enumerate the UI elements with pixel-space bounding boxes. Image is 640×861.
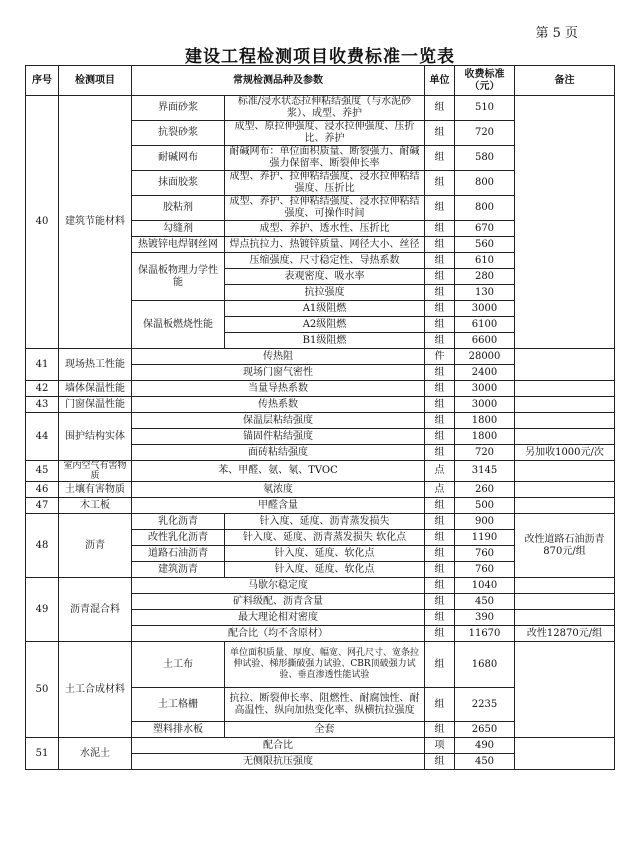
- row-item: 室内空气有害物质: [59, 461, 132, 482]
- note-cell: [515, 381, 615, 397]
- param-cell: 标准/浸水状态拉伸粘结强度（与水泥砂浆）、成型、养护: [225, 96, 425, 121]
- fee-cell: 560: [455, 237, 515, 253]
- table-row: [26, 642, 615, 688]
- unit-cell: 组: [425, 269, 455, 285]
- note-cell: [515, 482, 615, 498]
- unit-cell: 组: [425, 317, 455, 333]
- unit-cell: 组: [425, 196, 455, 221]
- param-cell: 无侧限抗压强度: [132, 754, 425, 770]
- param-cell: 传热阻: [132, 349, 425, 365]
- unit-cell: 组: [425, 530, 455, 546]
- unit-cell: 组: [425, 498, 455, 514]
- param-cell: 现场门窗气密性: [132, 365, 425, 381]
- fee-cell: 1040: [455, 578, 515, 594]
- table-row: [26, 738, 615, 754]
- unit-cell: 组: [425, 626, 455, 642]
- sub-item: 热镀锌电焊钢丝网: [132, 237, 225, 253]
- row-item: 土工合成材料: [59, 642, 132, 738]
- note-cell: 另加收1000元/次: [515, 445, 615, 461]
- unit-cell: 组: [425, 171, 455, 196]
- fee-cell: 450: [455, 594, 515, 610]
- param-cell: 锚固件粘结强度: [132, 429, 425, 445]
- sub-item: 乳化沥青: [132, 514, 225, 530]
- row-no: 47: [26, 498, 59, 514]
- sub-item: 保温板物理力学性能: [132, 253, 225, 301]
- unit-cell: 组: [425, 221, 455, 237]
- row-no: 48: [26, 514, 59, 578]
- fee-cell: 11670: [455, 626, 515, 642]
- note-cell: [515, 642, 615, 738]
- unit-cell: 组: [425, 722, 455, 738]
- note-cell: [515, 594, 615, 610]
- fee-cell: 280: [455, 269, 515, 285]
- param-cell: 针入度、延度、软化点: [225, 546, 425, 562]
- header-item: 检测项目: [59, 66, 132, 96]
- unit-cell: 组: [425, 642, 455, 688]
- table-header-row: [26, 66, 615, 96]
- row-no: 43: [26, 397, 59, 413]
- header-params: 常规检测品种及参数: [132, 66, 425, 96]
- sub-item: 勾缝剂: [132, 221, 225, 237]
- sub-item: 土工布: [132, 642, 225, 688]
- unit-cell: 组: [425, 445, 455, 461]
- unit-cell: 点: [425, 461, 455, 482]
- fee-cell: 260: [455, 482, 515, 498]
- fee-cell: 900: [455, 514, 515, 530]
- fee-cell: 3000: [455, 381, 515, 397]
- param-cell: 矿料级配、沥青含量: [132, 594, 425, 610]
- param-cell: 压缩强度、尺寸稳定性、导热系数: [225, 253, 425, 269]
- fee-cell: 6100: [455, 317, 515, 333]
- unit-cell: 组: [425, 237, 455, 253]
- row-item: 木工板: [59, 498, 132, 514]
- note-cell: [515, 413, 615, 429]
- page-title: 建设工程检测项目收费标准一览表: [185, 47, 455, 67]
- param-cell: A1级阻燃: [225, 301, 425, 317]
- param-cell: 全套: [225, 722, 425, 738]
- header-fee: 收费标准（元）: [455, 66, 515, 96]
- param-cell: 针入度、延度、软化点: [225, 562, 425, 578]
- table-row: [26, 96, 615, 121]
- param-cell: 配合比（均不含原材）: [132, 626, 425, 642]
- param-cell: 当量导热系数: [132, 381, 425, 397]
- param-cell: 甲醛含量: [132, 498, 425, 514]
- note-cell: [515, 429, 615, 445]
- row-item: 沥青混合料: [59, 578, 132, 642]
- note-cell: [515, 498, 615, 514]
- row-no: 50: [26, 642, 59, 738]
- fee-cell: 760: [455, 562, 515, 578]
- param-cell: 最大理论相对密度: [132, 610, 425, 626]
- table-row: [26, 514, 615, 530]
- unit-cell: 组: [425, 301, 455, 317]
- row-no: 49: [26, 578, 59, 642]
- param-cell: 耐碱网布：单位面积质量、断裂强力、耐碱强力保留率、断裂伸长率: [225, 146, 425, 171]
- fee-cell: 2650: [455, 722, 515, 738]
- unit-cell: 项: [425, 738, 455, 754]
- fee-cell: 390: [455, 610, 515, 626]
- page-number: 第 5 页: [535, 26, 578, 41]
- row-no: 46: [26, 482, 59, 498]
- sub-item: 耐碱网布: [132, 146, 225, 171]
- note-cell: 改性道路石油沥青870元/组: [515, 514, 615, 578]
- unit-cell: 组: [425, 365, 455, 381]
- param-cell: 马歇尔稳定度: [132, 578, 425, 594]
- param-cell: 传热系数: [132, 397, 425, 413]
- row-item: 围护结构实体: [59, 413, 132, 461]
- param-cell: 焊点抗拉力、热镀锌质量、网径大小、丝径: [225, 237, 425, 253]
- fee-cell: 1800: [455, 413, 515, 429]
- unit-cell: 组: [425, 381, 455, 397]
- sub-item: 改性乳化沥青: [132, 530, 225, 546]
- row-item: 门窗保温性能: [59, 397, 132, 413]
- param-cell: 保温层粘结强度: [132, 413, 425, 429]
- unit-cell: 组: [425, 413, 455, 429]
- sub-item: 道路石油沥青: [132, 546, 225, 562]
- unit-cell: 组: [425, 253, 455, 269]
- row-item: 墙体保温性能: [59, 381, 132, 397]
- row-item: 水泥土: [59, 738, 132, 770]
- sub-item: 保温板燃烧性能: [132, 301, 225, 349]
- table-row: [26, 349, 615, 365]
- header-unit: 单位: [425, 66, 455, 96]
- note-cell: [515, 397, 615, 413]
- note-cell: [515, 349, 615, 381]
- row-no: 45: [26, 461, 59, 482]
- sub-item: 建筑沥青: [132, 562, 225, 578]
- fee-cell: 490: [455, 738, 515, 754]
- header-no: 序号: [26, 66, 59, 96]
- fee-cell: 500: [455, 498, 515, 514]
- fee-cell: 760: [455, 546, 515, 562]
- unit-cell: 组: [425, 610, 455, 626]
- sub-item: 抹面胶浆: [132, 171, 225, 196]
- row-item: 建筑节能材料: [59, 96, 132, 349]
- param-cell: 成型、养护、拉伸粘结强度、浸水拉伸粘结强度、可操作时间: [225, 196, 425, 221]
- table-row: [26, 578, 615, 594]
- table-row: [26, 498, 615, 514]
- unit-cell: 组: [425, 562, 455, 578]
- row-item: 现场热工性能: [59, 349, 132, 381]
- note-cell: [515, 578, 615, 594]
- param-cell: 抗拉、断裂伸长率、阻燃性、耐腐蚀性、耐高温性、纵向加热变化率、纵横抗拉强度: [225, 688, 425, 722]
- param-cell: A2级阻燃: [225, 317, 425, 333]
- unit-cell: 组: [425, 546, 455, 562]
- row-item: 沥青: [59, 514, 132, 578]
- param-cell: 面砖粘结强度: [132, 445, 425, 461]
- header-note: 备注: [515, 66, 615, 96]
- param-cell: 针入度、延度、沥青蒸发损失: [225, 514, 425, 530]
- fee-cell: 610: [455, 253, 515, 269]
- sub-item: 土工格栅: [132, 688, 225, 722]
- unit-cell: 组: [425, 578, 455, 594]
- row-no: 44: [26, 413, 59, 461]
- unit-cell: 组: [425, 397, 455, 413]
- table-row: [26, 397, 615, 413]
- fee-cell: 2235: [455, 688, 515, 722]
- fee-cell: 450: [455, 754, 515, 770]
- unit-cell: 组: [425, 285, 455, 301]
- row-no: 42: [26, 381, 59, 397]
- fee-cell: 3000: [455, 397, 515, 413]
- unit-cell: 组: [425, 121, 455, 146]
- fee-cell: 720: [455, 445, 515, 461]
- note-cell: [515, 461, 615, 482]
- sub-item: 胶粘剂: [132, 196, 225, 221]
- param-cell: 单位面积质量、厚度、幅宽、网孔尺寸、宽条拉伸试验、梯形撕破强力试验、CBR顶破强力试验、垂直渗透性能试验: [225, 642, 425, 688]
- unit-cell: 组: [425, 429, 455, 445]
- param-cell: 成型、养护、透水性、压折比: [225, 221, 425, 237]
- unit-cell: 点: [425, 482, 455, 498]
- fee-cell: 6600: [455, 333, 515, 349]
- unit-cell: 组: [425, 594, 455, 610]
- fee-cell: 670: [455, 221, 515, 237]
- param-cell: B1级阻燃: [225, 333, 425, 349]
- param-cell: 氡浓度: [132, 482, 425, 498]
- fee-cell: 1680: [455, 642, 515, 688]
- note-cell: [515, 96, 615, 349]
- unit-cell: 组: [425, 514, 455, 530]
- unit-cell: 组: [425, 754, 455, 770]
- param-cell: 抗拉强度: [225, 285, 425, 301]
- unit-cell: 组: [425, 688, 455, 722]
- row-no: 41: [26, 349, 59, 381]
- unit-cell: 组: [425, 146, 455, 171]
- note-cell: [515, 738, 615, 770]
- table-row: [26, 413, 615, 429]
- row-item: 土壤有害物质: [59, 482, 132, 498]
- sub-item: 抗裂砂浆: [132, 121, 225, 146]
- param-cell: 表观密度、吸水率: [225, 269, 425, 285]
- row-no: 40: [26, 96, 59, 349]
- note-cell: [515, 610, 615, 626]
- param-cell: 苯、甲醛、氨、氡、TVOC: [132, 461, 425, 482]
- fee-cell: 720: [455, 121, 515, 146]
- fee-cell: 130: [455, 285, 515, 301]
- row-no: 51: [26, 738, 59, 770]
- fee-cell: 510: [455, 96, 515, 121]
- fee-cell: 3145: [455, 461, 515, 482]
- unit-cell: 件: [425, 349, 455, 365]
- table-row: [26, 461, 615, 482]
- fee-cell: 580: [455, 146, 515, 171]
- table-row: [26, 381, 615, 397]
- fee-cell: 800: [455, 171, 515, 196]
- param-cell: 配合比: [132, 738, 425, 754]
- sub-item: 界面砂浆: [132, 96, 225, 121]
- fee-cell: 1800: [455, 429, 515, 445]
- unit-cell: 组: [425, 96, 455, 121]
- fee-cell: 2400: [455, 365, 515, 381]
- note-cell: 改性12870元/组: [515, 626, 615, 642]
- table-row: [26, 482, 615, 498]
- sub-item: 塑料排水板: [132, 722, 225, 738]
- param-cell: 成型、养护、拉伸粘结强度、浸水拉伸粘结强度、压折比: [225, 171, 425, 196]
- fee-cell: 28000: [455, 349, 515, 365]
- param-cell: 针入度、延度、沥青蒸发损失 软化点: [225, 530, 425, 546]
- fee-cell: 1190: [455, 530, 515, 546]
- fee-cell: 800: [455, 196, 515, 221]
- unit-cell: 组: [425, 333, 455, 349]
- param-cell: 成型、原拉伸强度、浸水拉伸强度、压折比、养护: [225, 121, 425, 146]
- fee-table: [25, 65, 615, 770]
- fee-cell: 3000: [455, 301, 515, 317]
